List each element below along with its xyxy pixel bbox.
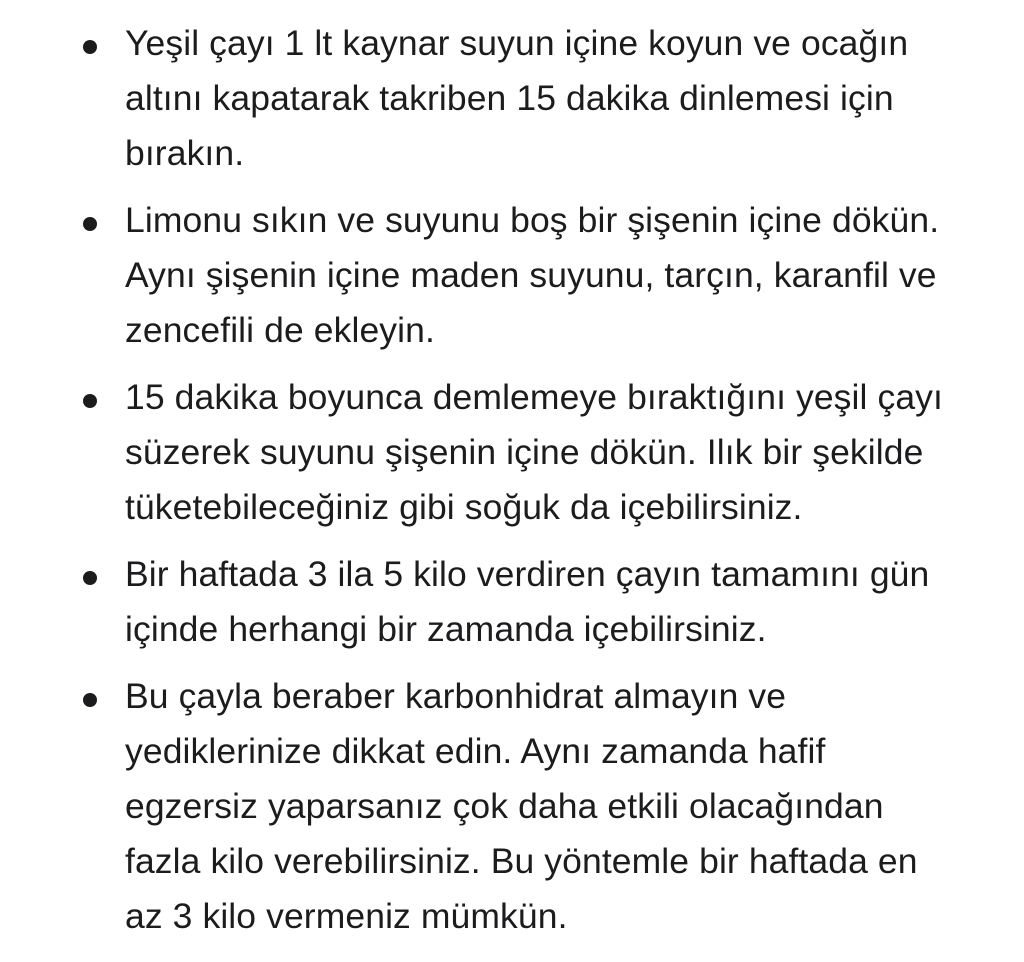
list-item-text-line: az 3 kilo vermeniz mümkün. <box>125 896 568 936</box>
list-item-text-line: Bu çayla beraber karbonhidrat almayın ve <box>125 676 787 716</box>
list-item-text-line: fazla kilo verebilirsiniz. Bu yöntemle bir haftada en <box>125 841 918 881</box>
bullet-icon <box>83 40 97 54</box>
bullet-icon <box>83 217 97 231</box>
bullet-icon <box>83 394 97 408</box>
bullet-icon <box>83 571 97 585</box>
list-item-text-line: zencefili de ekleyin. <box>125 310 435 350</box>
list-item-text-line: 15 dakika boyunca demlemeye bıraktığını yeşil çayı <box>125 377 943 417</box>
list-item-text-line: Aynı şişenin içine maden suyunu, tarçın, karanfil ve <box>125 255 937 295</box>
list-item-text-line: içinde herhangi bir zamanda içebilirsiniz. <box>125 609 767 649</box>
bullet-icon <box>83 693 97 707</box>
list-item-text-line: altını kapatarak takriben 15 dakika dinlemesi için <box>125 78 894 118</box>
list-item-text-line: Bir haftada 3 ila 5 kilo verdiren çayın tamamını gün <box>125 554 930 594</box>
list-item <box>0 193 1024 358</box>
list-item-text-line: yediklerinize dikkat edin. Aynı zamanda hafif <box>125 731 826 771</box>
list-item <box>0 16 1024 181</box>
list-item-text-line: egzersiz yaparsanız çok daha etkili olacağından <box>125 786 884 826</box>
list-item <box>0 370 1024 535</box>
list-item <box>0 547 1024 657</box>
list-item-text-line: Yeşil çayı 1 lt kaynar suyun içine koyun ve ocağın <box>125 23 909 63</box>
list-item-text-line: tüketebileceğiniz gibi soğuk da içebilirsiniz. <box>125 487 803 527</box>
list-item-text-line: Limonu sıkın ve suyunu boş bir şişenin içine dökün. <box>125 200 940 240</box>
list-item-text-line: bırakın. <box>125 133 245 173</box>
instruction-list <box>0 16 1024 956</box>
list-item-text-line: süzerek suyunu şişenin içine dökün. Ilık bir şekilde <box>125 432 924 472</box>
list-item <box>0 669 1024 944</box>
